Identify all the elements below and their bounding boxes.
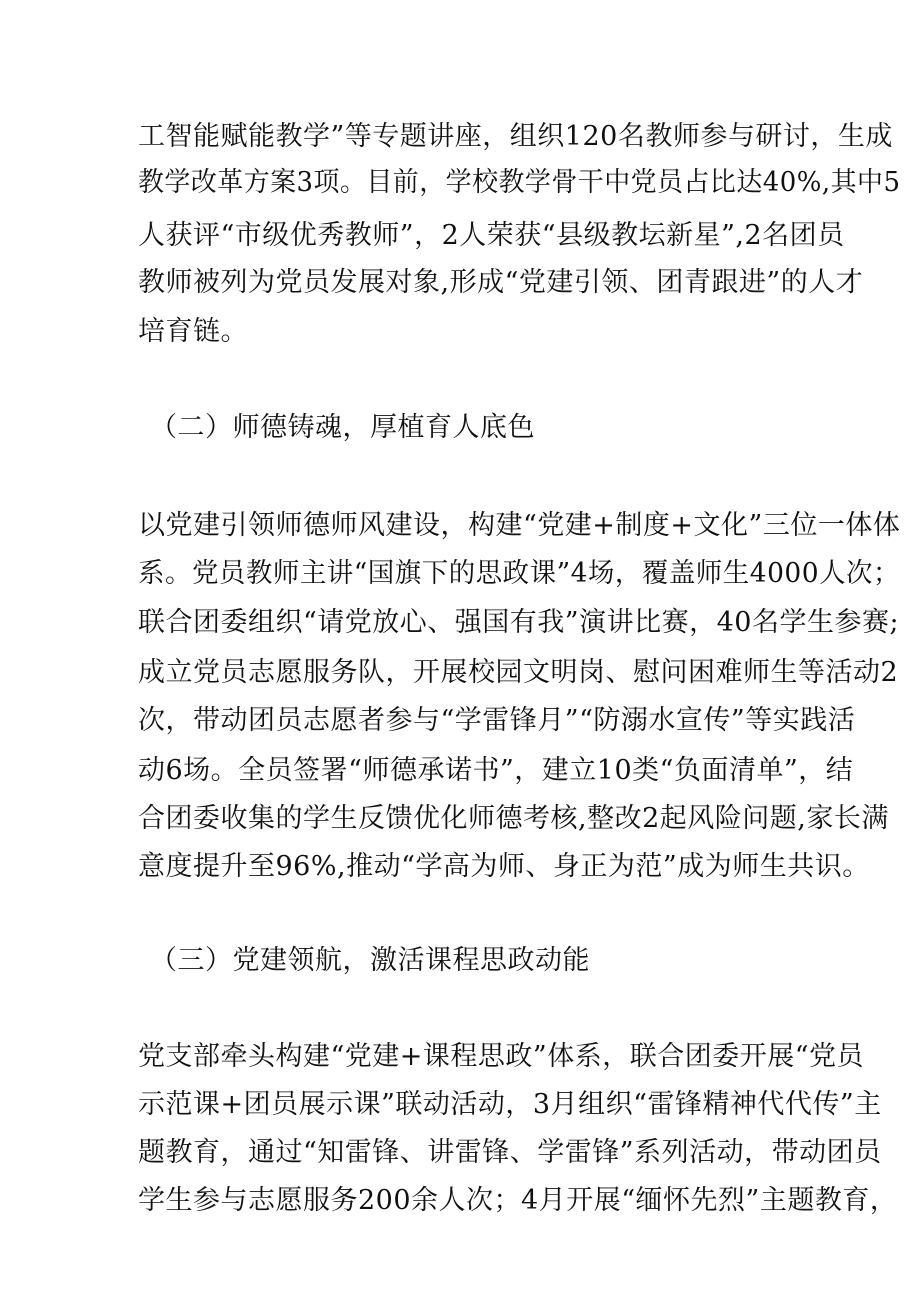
paragraph-2-line-4: 成立党员志愿服务队，开展校园文明岗、慰问困难师生等活动2: [138, 657, 899, 688]
paragraph-1-line-4: 教师被列为党员发展对象,形成“党建引领、团青跟进”的人才: [138, 267, 864, 298]
paragraph-3-line-4: 学生参与志愿服务200余人次；4月开展“缅怀先烈”主题教育，: [138, 1185, 898, 1216]
paragraph-2-line-6: 动6场。全员签署“师德承诺书”，建立10类“负面清单”，结: [138, 755, 854, 786]
section-heading-2: （二）师德铸魂，厚植育人底色: [150, 412, 535, 443]
paragraph-1-line-2: 教学改革方案3项。目前，学校教学骨干中党员占比达40%,其中5: [138, 167, 901, 198]
paragraph-1-line-5: 培育链。: [138, 316, 248, 347]
paragraph-3-line-1: 党支部牵头构建“党建+课程思政”体系，联合团委开展“党员: [138, 1041, 865, 1072]
paragraph-2-line-7: 合团委收集的学生反馈优化师德考核,整改2起风险问题,家长满: [138, 803, 889, 834]
paragraph-2-line-1: 以党建引领师德师风建设，构建“党建+制度+文化”三位一体体: [138, 510, 901, 541]
paragraph-1-line-3: 人获评“市级优秀教师”，2人荣获“县级教坛新星”,2名团员: [138, 220, 845, 251]
paragraph-2-line-5: 次，带动团员志愿者参与“学雷锋月”“防溺水宣传”等实践活: [138, 705, 856, 736]
section-heading-3: （三）党建领航，激活课程思政动能: [150, 945, 590, 976]
paragraph-1-line-1: 工智能赋能教学”等专题讲座，组织120名教师参与研讨，生成: [138, 121, 893, 152]
paragraph-2-line-2: 系。党员教师主讲“国旗下的思政课”4场，覆盖师生4000人次；: [138, 558, 901, 589]
paragraph-2-line-3: 联合团委组织“请党放心、强国有我”演讲比赛，40名学生参赛;: [138, 607, 900, 638]
paragraph-2-line-8: 意度提升至96%,推动“学高为师、身正为范”成为师生共识。: [138, 851, 870, 882]
paragraph-3-line-2: 示范课+团员展示课”联动活动，3月组织“雷锋精神代代传”主: [138, 1089, 882, 1120]
paragraph-3-line-3: 题教育，通过“知雷锋、讲雷锋、学雷锋”系列活动，带动团员: [138, 1137, 882, 1168]
